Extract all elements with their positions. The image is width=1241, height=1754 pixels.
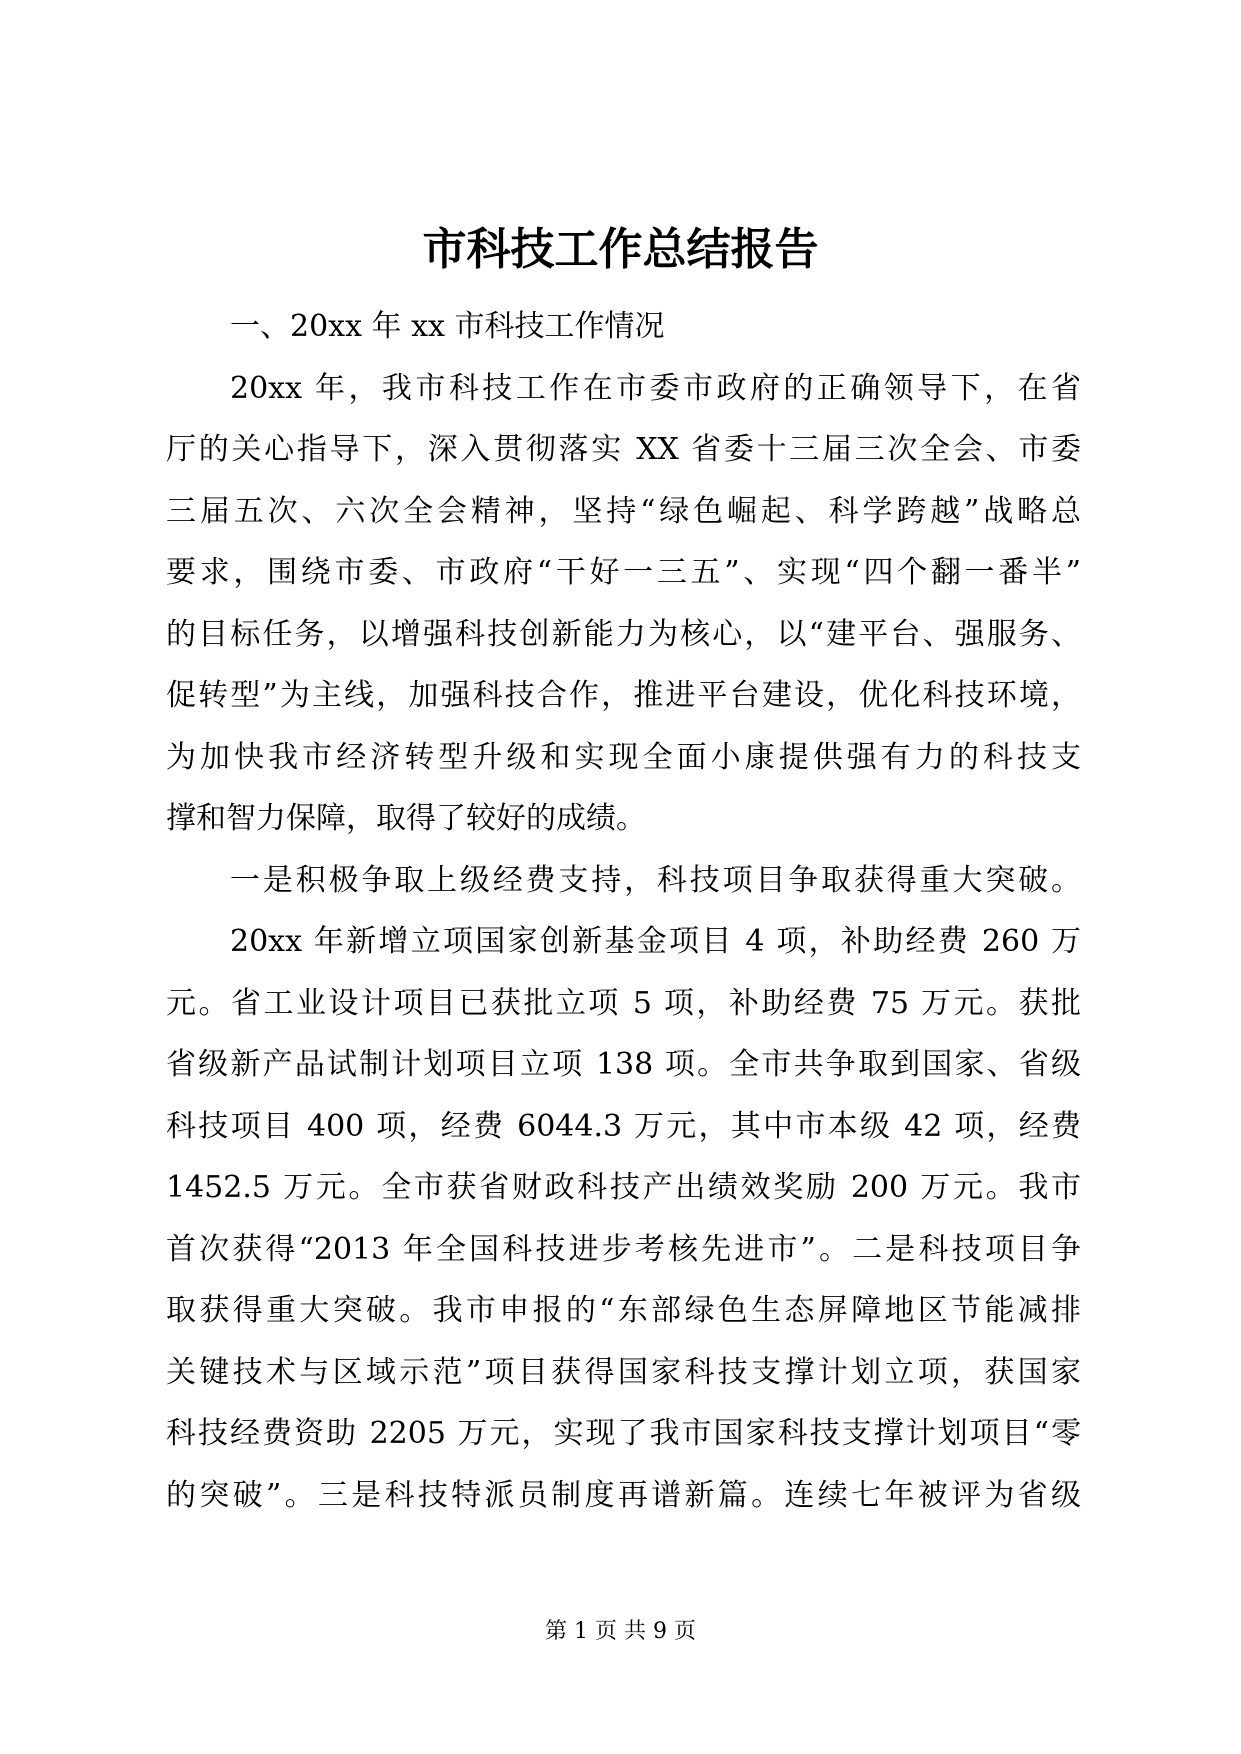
paragraph-line: 厅的关心指导下，深入贯彻落实 XX 省委十三届三次全会、市委 [166, 432, 1081, 467]
paragraph-line: 一是积极争取上级经费支持，科技项目争取获得重大突破。 [230, 862, 1081, 898]
paragraph-line: 省级新产品试制计划项目立项 138 项。全市共争取到国家、省级 [166, 1047, 1081, 1082]
page-footer: 第 1 页 共 9 页 [545, 1619, 696, 1644]
paragraph-line: 促转型”为主线，加强科技合作，推进平台建设，优化科技环境， [166, 678, 1081, 713]
paragraph-line: 元。省工业设计项目已获批立项 5 项，补助经费 75 万元。获批 [166, 985, 1081, 1021]
document-title: 市科技工作总结报告 [422, 224, 819, 275]
paragraph-line: 要求，围绕市委、市政府“干好一三五”、实现“四个翻一番半” [166, 555, 1081, 590]
paragraph-line: 20xx 年，我市科技工作在市委市政府的正确领导下，在省 [230, 370, 1081, 406]
paragraph-line: 为加快我市经济转型升级和实现全面小康提供强有力的科技支 [166, 739, 1081, 775]
paragraph-line: 科技经费资助 2205 万元，实现了我市国家科技支撑计划项目“零 [166, 1416, 1081, 1451]
paragraph-line: 三届五次、六次全会精神，坚持“绿色崛起、科学跨越”战略总 [166, 493, 1081, 529]
paragraph-line: 关键技术与区域示范”项目获得国家科技支撑计划立项，获国家 [166, 1354, 1081, 1390]
section-heading: 一、20xx 年 xx 市科技工作情况 [230, 309, 665, 344]
paragraph-line: 首次获得“2013 年全国科技进步考核先进市”。二是科技项目争 [166, 1231, 1081, 1267]
document-body [166, 296, 1081, 1526]
paragraph-line: 取获得重大突破。我市申报的“东部绿色生态屏障地区节能减排 [166, 1293, 1081, 1328]
paragraph-line: 科技项目 400 项，经费 6044.3 万元，其中市本级 42 项，经费 [166, 1108, 1081, 1144]
paragraph-line: 的目标任务，以增强科技创新能力为核心，以“建平台、强服务、 [166, 616, 1081, 652]
paragraph-line: 撑和智力保障，取得了较好的成绩。 [166, 801, 646, 836]
paragraph-line: 1452.5 万元。全市获省财政科技产出绩效奖励 200 万元。我市 [166, 1170, 1081, 1205]
paragraph-line: 20xx 年新增立项国家创新基金项目 4 项，补助经费 260 万 [230, 924, 1081, 959]
paragraph-line: 的突破”。三是科技特派员制度再谱新篇。连续七年被评为省级 [166, 1477, 1081, 1513]
